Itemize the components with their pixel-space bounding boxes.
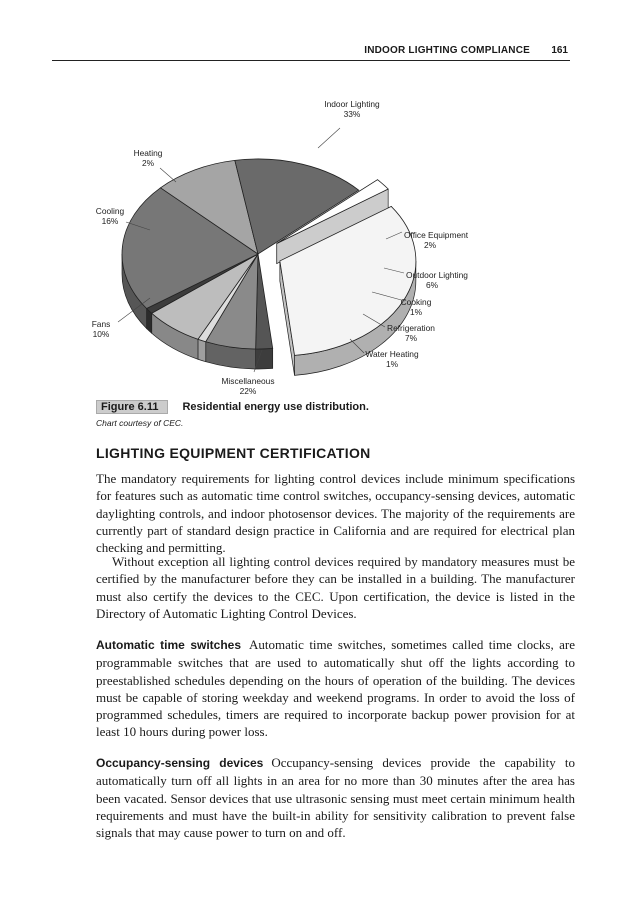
value-refrigeration: 7% [404, 333, 418, 343]
running-header-title: INDOOR LIGHTING COMPLIANCE [364, 45, 530, 56]
paragraph-3-text: Automatic time switches, sometimes called time clocks, are programmable switches that are used to automatically shut off the lights according to preestablished schedules depending on the hours of operation of the building. The devices must be capable of storing weekday and weekend programs. In order to avoid the loss of programmed schedules, timers are required to incorporate backup power provision for at least 10 hours during power loss. [96, 637, 575, 740]
paragraph-4 [96, 754, 575, 841]
value-water-heating: 1% [385, 359, 399, 369]
pie-side-office-equipment [256, 348, 273, 369]
figure-number: Figure 6.11 [96, 400, 168, 414]
value-heating: 2% [141, 158, 155, 168]
figure-caption [96, 400, 369, 414]
label-cooking: Cooking [400, 297, 432, 307]
figure-credit: Chart courtesy of CEC. [96, 418, 184, 428]
label-heating: Heating [133, 148, 163, 158]
paragraph-2: Without exception all lighting control devices required by mandatory measures must be certified by the manufacturer before they can be installed in a building. The manufacturer must also certify the devices to the CEC. Upon certification, the device is listed in the Directory of Automatic Lighting Control Devices. [96, 554, 575, 621]
value-cooling: 16% [101, 216, 119, 226]
label-indoor-lighting: Indoor Lighting [324, 99, 380, 109]
value-outdoor-lighting: 6% [425, 280, 439, 290]
paragraph-4-text: Occupancy-sensing devices provide the capability to automatically turn off all lights in an area for no more than 30 minutes after the area has been vacated. Sensor devices that use ultrasonic sensing must meet certain minimum health requirements and must have the built-in ability for sensitivity calibration to prevent false signals that may cause power to turn on and off. [96, 755, 575, 841]
leader-indoor-lighting [318, 128, 340, 148]
run-in-heading-occupancy: Occupancy-sensing devices [96, 756, 264, 770]
label-refrigeration: Refrigeration [387, 323, 435, 333]
running-header [52, 44, 570, 61]
pie-side-cooking [198, 339, 206, 361]
section-heading: LIGHTING EQUIPMENT CERTIFICATION [96, 445, 371, 461]
label-fans: Fans [91, 319, 111, 329]
leader-heating [160, 168, 176, 182]
value-office-equipment: 2% [423, 240, 437, 250]
pie-slice-office-equipment [256, 254, 273, 349]
label-office-equipment: Office Equipment [404, 230, 469, 240]
run-in-heading-time-switches: Automatic time switches [96, 638, 242, 652]
value-cooking: 1% [409, 307, 423, 317]
pie-chart [0, 60, 621, 405]
label-outdoor-lighting: Outdoor Lighting [406, 270, 468, 280]
label-miscellaneous: Miscellaneous [221, 376, 275, 386]
value-indoor-lighting: 33% [343, 109, 361, 119]
label-water-heating: Water Heating [365, 349, 419, 359]
paragraph-1: The mandatory requirements for lighting control devices include minimum specifications for features such as automatic time control switches, occupancy-sensing devices, automatic daylighting controls, and indoor photosensor devices. The majority of the requirements are currently part of standard design practice in California and are required for electrical plan checking and permitting. [96, 471, 575, 556]
page-number: 161 [551, 45, 568, 56]
paragraph-3 [96, 636, 575, 741]
figure-title: Residential energy use distribution. [182, 401, 369, 413]
value-fans: 10% [92, 329, 110, 339]
value-miscellaneous: 22% [239, 386, 257, 396]
label-cooling: Cooling [95, 206, 125, 216]
